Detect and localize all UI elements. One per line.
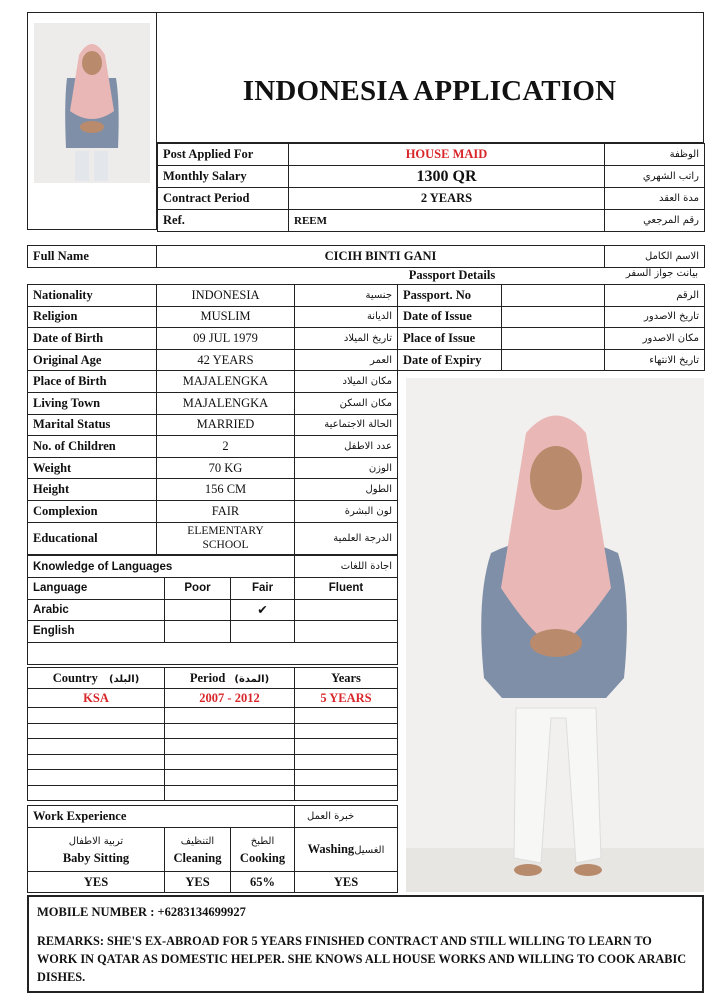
- exp-empty-cell: [28, 785, 165, 801]
- marital-label: Marital Status: [28, 414, 157, 436]
- issue-date-ar: تاريخ الاصدور: [605, 306, 705, 328]
- weight-label: Weight: [28, 457, 157, 479]
- full-name-value: CICIH BINTI GANI: [157, 246, 605, 268]
- washing-label: Washing: [307, 842, 355, 856]
- page-title: INDONESIA APPLICATION: [242, 75, 617, 107]
- pob-value: MAJALENGKA: [157, 371, 295, 393]
- ref-label: Ref.: [158, 210, 289, 232]
- col-fluent: Fluent: [295, 578, 398, 600]
- contract-value: 2 YEARS: [289, 188, 605, 210]
- exp-empty-cell: [28, 708, 165, 724]
- arabic-fluent: [295, 599, 398, 621]
- living-town-ar: مكان السكن: [295, 392, 398, 414]
- post-label: Post Applied For: [158, 144, 289, 166]
- education-line1: ELEMENTARY: [187, 525, 264, 538]
- education-value: [157, 522, 295, 554]
- languages-table: [27, 555, 398, 665]
- dob-label: Date of Birth: [28, 328, 157, 350]
- education-ar: الدرجة العلمية: [295, 522, 398, 554]
- education-label: Educational: [28, 522, 157, 554]
- english-poor: [165, 621, 231, 643]
- exp-empty-cell: [295, 785, 398, 801]
- col-fair: Fair: [231, 578, 295, 600]
- exp-empty-cell: [165, 708, 295, 724]
- exp-empty-cell: [295, 739, 398, 755]
- issue-date-value: [502, 306, 605, 328]
- children-ar: عدد الاطفل: [295, 436, 398, 458]
- marital-ar: الحالة الاجتماعية: [295, 414, 398, 436]
- mobile-number: MOBILE NUMBER : +6283134699927: [37, 905, 246, 919]
- full-name-ar: الاسم الكامل: [605, 246, 705, 268]
- exp-empty-cell: [165, 739, 295, 755]
- nationality-ar: جنسية: [295, 285, 398, 307]
- col-country-label: Country: [52, 670, 98, 685]
- personal-table: [27, 284, 398, 555]
- arabic-poor: [165, 599, 231, 621]
- remarks-box: [27, 895, 704, 993]
- col-period: [165, 668, 295, 689]
- post-value: HOUSE MAID: [289, 144, 605, 166]
- expiry-ar: تاريخ الانتهاء: [605, 349, 705, 371]
- col-country: [28, 668, 165, 689]
- height-value: 156 CM: [157, 479, 295, 501]
- cleaning-label: Cleaning: [173, 850, 222, 865]
- arabic-fair-check: ✔: [231, 599, 295, 621]
- ref-value: REEM: [289, 210, 605, 232]
- dob-ar: تاريخ الميلاد: [295, 328, 398, 350]
- exp-empty-cell: [28, 723, 165, 739]
- exp-empty-cell: [165, 770, 295, 786]
- cleaning-cell: [165, 828, 231, 872]
- living-town-value: MAJALENGKA: [157, 392, 295, 414]
- exp-empty-cell: [28, 739, 165, 755]
- exp-empty-cell: [295, 708, 398, 724]
- exp-empty-cell: [295, 770, 398, 786]
- english-fluent: [295, 621, 398, 643]
- nationality-label: Nationality: [28, 285, 157, 307]
- ref-ar: رقم المرجعي: [605, 210, 705, 232]
- work-heading: Work Experience: [28, 806, 295, 828]
- issue-place-label: Place of Issue: [398, 328, 502, 350]
- exp-empty-cell: [28, 770, 165, 786]
- exp-years: 5 YEARS: [295, 689, 398, 708]
- issue-place-ar: مكان الاصدور: [605, 328, 705, 350]
- dob-value: 09 JUL 1979: [157, 328, 295, 350]
- post-ar: الوظفة: [605, 144, 705, 166]
- expiry-value: [502, 349, 605, 371]
- col-country-ar: (البلد): [109, 673, 140, 685]
- passport-heading-ar: بيانت جواز السفر: [625, 268, 698, 279]
- col-period-label: Period: [189, 670, 226, 685]
- work-heading-ar: خبرة العمل: [295, 806, 398, 828]
- exp-country: KSA: [28, 689, 165, 708]
- full-name-table: [27, 245, 705, 268]
- exp-period: 2007 - 2012: [165, 689, 295, 708]
- col-language: Language: [28, 578, 165, 600]
- exp-empty-cell: [165, 723, 295, 739]
- photo-frame-small: [27, 12, 157, 230]
- baby-sitting-cell: [28, 828, 165, 872]
- complexion-ar: لون البشرة: [295, 500, 398, 522]
- cleaning-value: YES: [165, 872, 231, 893]
- salary-ar: راتب الشهري: [605, 166, 705, 188]
- living-town-label: Living Town: [28, 392, 157, 414]
- cooking-ar: الطبخ: [250, 835, 275, 847]
- passport-no-value: [502, 285, 605, 307]
- passport-no-label: Passport. No: [398, 285, 502, 307]
- children-value: 2: [157, 436, 295, 458]
- passport-heading: Passport Details: [408, 268, 496, 282]
- baby-sitting-value: YES: [28, 872, 165, 893]
- passport-no-ar: الرقم: [605, 285, 705, 307]
- english-fair: [231, 621, 295, 643]
- pob-ar: مكان الميلاد: [295, 371, 398, 393]
- issue-place-value: [502, 328, 605, 350]
- col-period-ar: (المدة): [234, 673, 270, 685]
- complexion-value: FAIR: [157, 500, 295, 522]
- exp-empty-cell: [295, 754, 398, 770]
- full-name-label: Full Name: [28, 246, 157, 268]
- languages-heading-ar: اجادة اللغات: [295, 556, 398, 578]
- expiry-label: Date of Expiry: [398, 349, 502, 371]
- exp-empty-cell: [28, 754, 165, 770]
- age-ar: العمر: [295, 349, 398, 371]
- pob-label: Place of Birth: [28, 371, 157, 393]
- job-table: [157, 143, 705, 232]
- language-english: English: [28, 621, 165, 643]
- age-value: 42 YEARS: [157, 349, 295, 371]
- applicant-photo-small: [34, 23, 150, 183]
- weight-ar: الوزن: [295, 457, 398, 479]
- passport-table: [397, 284, 705, 371]
- applicant-photo-large: [406, 378, 704, 892]
- work-experience-table: [27, 805, 398, 893]
- height-ar: الطول: [295, 479, 398, 501]
- children-label: No. of Children: [28, 436, 157, 458]
- religion-label: Religion: [28, 306, 157, 328]
- cooking-value: 65%: [231, 872, 295, 893]
- cleaning-ar: التنظيف: [180, 835, 215, 847]
- exp-empty-cell: [165, 754, 295, 770]
- salary-label: Monthly Salary: [158, 166, 289, 188]
- marital-value: MARRIED: [157, 414, 295, 436]
- baby-sitting-label: Baby Sitting: [62, 850, 130, 865]
- exp-empty-cell: [295, 723, 398, 739]
- contract-label: Contract Period: [158, 188, 289, 210]
- complexion-label: Complexion: [28, 500, 157, 522]
- nationality-value: INDONESIA: [157, 285, 295, 307]
- religion-value: MUSLIM: [157, 306, 295, 328]
- cooking-cell: [231, 828, 295, 872]
- cooking-label: Cooking: [239, 850, 286, 865]
- languages-heading: Knowledge of Languages: [28, 556, 295, 578]
- weight-value: 70 KG: [157, 457, 295, 479]
- remarks-text: REMARKS: SHE'S EX-ABROAD FOR 5 YEARS FINISHED CONTRACT AND STILL WILLING TO LEARN TO WORK IN QATAR AS DOMESTIC HELPER. SHE KNOWS ALL HOUSE WORKS AND WILLING TO COOK ARABIC DISHES.: [37, 934, 687, 984]
- exp-empty-cell: [165, 785, 295, 801]
- washing-cell: [295, 828, 398, 872]
- col-years: Years: [295, 668, 398, 689]
- education-line2: SCHOOL: [202, 539, 249, 552]
- salary-value: 1300 QR: [289, 166, 605, 188]
- experience-table: [27, 667, 398, 801]
- languages-spacer: [28, 642, 398, 664]
- title-box: [156, 12, 704, 143]
- age-label: Original Age: [28, 349, 157, 371]
- contract-ar: مدة العقد: [605, 188, 705, 210]
- col-poor: Poor: [165, 578, 231, 600]
- religion-ar: الديانة: [295, 306, 398, 328]
- language-arabic: Arabic: [28, 599, 165, 621]
- washing-value: YES: [295, 872, 398, 893]
- baby-sitting-ar: تربية الاطفال: [68, 835, 124, 847]
- washing-ar: الغسيل: [354, 845, 385, 856]
- height-label: Height: [28, 479, 157, 501]
- issue-date-label: Date of Issue: [398, 306, 502, 328]
